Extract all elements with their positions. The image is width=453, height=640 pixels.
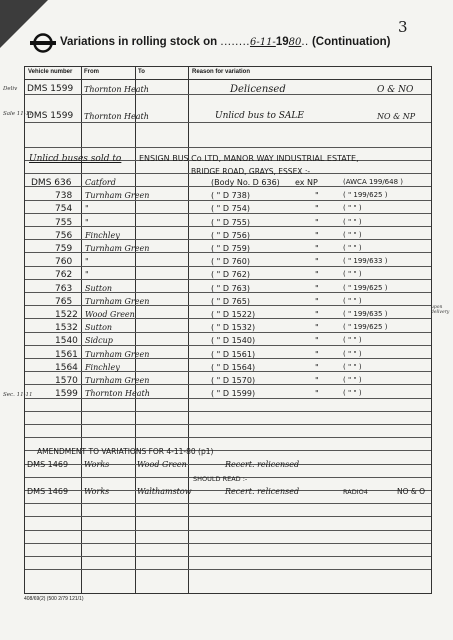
sold-awca-note: ( " " ): [343, 244, 362, 252]
sold-vehicle: 755: [55, 218, 73, 228]
header-rule: [25, 79, 431, 80]
sold-body-number: ( " D 754): [211, 204, 250, 213]
sold-extra: ex NP: [295, 178, 318, 187]
column-header-vehicle: Vehicle number: [28, 69, 73, 75]
sold-awca-note: ( " 199/625 ): [343, 284, 388, 292]
sold-body-number: ( " D 762): [211, 270, 250, 279]
sold-body-number: ( " D 760): [211, 257, 250, 266]
sold-awca-note: ( " " ): [343, 363, 362, 371]
sold-extra: ": [315, 244, 319, 253]
sold-from: Turnham Green: [85, 350, 150, 359]
sold-awca-note: ( " " ): [343, 376, 362, 384]
sold-vehicle: 762: [55, 270, 73, 280]
column-divider: [81, 67, 82, 593]
sold-extra: ": [315, 310, 319, 319]
sold-awca-note: ( " " ): [343, 218, 362, 226]
ruled-line: [25, 213, 431, 214]
title-suffix: (Continuation): [311, 36, 391, 48]
should-read-label: SHOULD READ :-: [193, 475, 248, 483]
entry-2-from: Thornton Heath: [84, 112, 149, 121]
title-year-prefix: 19: [275, 36, 289, 48]
column-divider: [135, 67, 136, 593]
ruled-line: [25, 122, 431, 123]
ruled-line: [25, 147, 431, 148]
sold-extra: ": [315, 204, 319, 213]
sold-body-number: ( " D 1561): [211, 350, 256, 359]
variations-form: [24, 66, 432, 594]
sold-body-number: ( " D 763): [211, 284, 250, 293]
sold-from: Sutton: [85, 284, 113, 293]
sold-body-number: ( " D 738): [211, 191, 250, 200]
sold-extra: ": [315, 336, 319, 345]
sold-vehicle: DMS 636: [31, 178, 72, 188]
amendment-corrected-code: NO & O: [397, 487, 426, 496]
sold-body-number: ( " D 1540): [211, 336, 256, 345]
sold-body-number: ( " D 1564): [211, 363, 256, 372]
sold-vehicle: 1522: [55, 310, 78, 320]
amendment-corrected-extra: RADIO4: [343, 488, 368, 496]
sold-extra: ": [315, 323, 319, 332]
sold-body-number: ( " D 759): [211, 244, 250, 253]
ruled-line: [25, 516, 431, 517]
sold-awca-note: ( " " ): [343, 204, 362, 212]
ruled-line: [25, 200, 431, 201]
sold-awca-note: (AWCA 199/648 ): [343, 178, 403, 186]
sold-extra: ": [315, 350, 319, 359]
column-header-to: To: [138, 69, 145, 75]
sold-vehicle: 759: [55, 244, 73, 254]
sold-from: Turnham Green: [85, 191, 150, 200]
sold-vehicle: 1564: [55, 363, 78, 373]
ruled-line: [25, 556, 431, 557]
sold-extra: ": [315, 191, 319, 200]
amendment-original-reason: Recert. relicensed: [225, 460, 300, 469]
sold-vehicle: 760: [55, 257, 73, 267]
sold-vehicle: 1570: [55, 376, 78, 386]
sold-from: ": [85, 270, 89, 279]
sold-from: Turnham Green: [85, 244, 150, 253]
entry-1-from: Thornton Heath: [84, 85, 149, 94]
sold-extra: ": [315, 389, 319, 398]
sold-extra: ": [315, 270, 319, 279]
amendment-corrected-reason: Recert. relicensed: [225, 487, 300, 496]
entry-1-code: O & NO: [377, 85, 414, 95]
sold-extra: ": [315, 218, 319, 227]
sold-body-number: ( " D 755): [211, 218, 250, 227]
sold-awca-note: ( " " ): [343, 350, 362, 358]
entry-2-reason: Unlicd bus to SALE: [215, 111, 304, 121]
sold-from: Sutton: [85, 323, 113, 332]
column-header-reason: Reason for variation: [192, 69, 251, 75]
sold-extra: ": [315, 284, 319, 293]
sold-awca-note: ( " " ): [343, 270, 362, 278]
ruled-line: [25, 345, 431, 346]
sold-vehicle: 756: [55, 231, 73, 241]
sold-from: Catford: [85, 178, 116, 187]
sold-vehicle: 765: [55, 297, 73, 307]
sold-vehicle: 754: [55, 204, 73, 214]
amendment-heading: AMENDMENT TO VARIATIONS FOR 4-11-80 (p1): [37, 447, 214, 456]
ruled-line: [25, 266, 431, 267]
sold-body-number: ( " D 1532): [211, 323, 256, 332]
sold-vehicle: 1561: [55, 350, 78, 360]
margin-note-dated-row: Sec. 11-11: [3, 392, 33, 398]
ruled-line: [25, 437, 431, 438]
sold-awca-note: ( " " ): [343, 389, 362, 397]
sold-body-number: ( " D 1599): [211, 389, 256, 398]
sold-awca-note: ( " 199/633 ): [343, 257, 388, 265]
sold-from: Turnham Green: [85, 297, 150, 306]
title-prefix: Variations in rolling stock on: [60, 36, 218, 48]
sold-vehicle: 738: [55, 191, 73, 201]
sold-from: Sidcup: [85, 336, 113, 345]
sold-from: Wood Green: [85, 310, 135, 319]
london-transport-roundel-icon: [30, 33, 56, 53]
sold-extra: ": [315, 257, 319, 266]
sold-awca-note: ( " 199/625 ): [343, 323, 388, 331]
sold-extra: ": [315, 363, 319, 372]
sold-body-number: (Body No. D 636): [211, 178, 280, 187]
sold-awca-note: ( " " ): [343, 336, 362, 344]
page-title: [60, 36, 391, 48]
sold-extra: ": [315, 376, 319, 385]
form-footer-code: 408/69(2) (500 2/79 121/1): [24, 596, 84, 602]
ruled-line: [25, 94, 431, 95]
ruled-line: [25, 398, 431, 399]
sold-awca-note: ( " 199/635 ): [343, 310, 388, 318]
sold-from: Finchley: [85, 363, 120, 372]
sold-address-line1: ENSIGN BUS Co LTD, MANOR WAY INDUSTRIAL ESTATE,: [139, 154, 359, 163]
entry-1-vehicle: DMS 1599: [27, 84, 74, 94]
entry-2-vehicle: DMS 1599: [27, 111, 74, 121]
sold-from: ": [85, 204, 89, 213]
sold-vehicle: 1540: [55, 336, 78, 346]
ruled-line: [25, 530, 431, 531]
title-dots-after: ..: [301, 36, 309, 48]
page-number: 3: [398, 18, 408, 36]
amendment-original-to: Wood Green: [137, 460, 187, 469]
sold-from: Finchley: [85, 231, 120, 240]
title-year-suffix: 80: [288, 37, 302, 48]
sold-from: Turnham Green: [85, 376, 150, 385]
title-dots: ........: [220, 36, 250, 48]
ruled-line: [25, 411, 431, 412]
entry-2-code: NO & NP: [377, 112, 416, 121]
amendment-corrected-to: Walthamstow: [137, 487, 192, 496]
sold-from: ": [85, 218, 89, 227]
amendment-original-vehicle: DMS 1469: [27, 460, 69, 469]
sold-vehicle: 1599: [55, 389, 78, 399]
margin-note-2: Sale 11-11: [3, 111, 33, 117]
sold-extra: ": [315, 297, 319, 306]
ruled-line: [25, 279, 431, 280]
ruled-line: [25, 543, 431, 544]
sold-from: Thornton Heath: [85, 389, 150, 398]
sold-awca-note: ( " 199/625 ): [343, 191, 388, 199]
entry-1-reason: Delicensed: [230, 84, 286, 95]
ruled-line: [25, 569, 431, 570]
sold-awca-note: ( " " ): [343, 231, 362, 239]
column-divider: [188, 67, 189, 593]
sold-from: ": [85, 257, 89, 266]
sold-vehicle: 763: [55, 284, 73, 294]
sold-body-number: ( " D 1522): [211, 310, 256, 319]
amendment-original-from: Works: [84, 460, 110, 469]
margin-note-right: upon delivery: [431, 305, 450, 315]
sold-extra: ": [315, 231, 319, 240]
title-date: 6-11-: [249, 37, 276, 48]
sold-address-line2: BRIDGE ROAD, GRAYS, ESSEX :-: [191, 167, 311, 176]
sold-body-number: ( " D 756): [211, 231, 250, 240]
ruled-line: [25, 424, 431, 425]
amendment-corrected-vehicle: DMS 1469: [27, 487, 69, 496]
sold-awca-note: ( " " ): [343, 297, 362, 305]
sold-lead: Unlicd buses sold to: [29, 154, 122, 164]
amendment-corrected-from: Works: [84, 487, 110, 496]
margin-note-1: Deliv: [3, 86, 18, 92]
ruled-line: [25, 332, 431, 333]
sold-body-number: ( " D 1570): [211, 376, 256, 385]
sold-vehicle: 1532: [55, 323, 78, 333]
column-header-from: From: [84, 69, 99, 75]
ruled-line: [25, 503, 431, 504]
sold-body-number: ( " D 765): [211, 297, 250, 306]
